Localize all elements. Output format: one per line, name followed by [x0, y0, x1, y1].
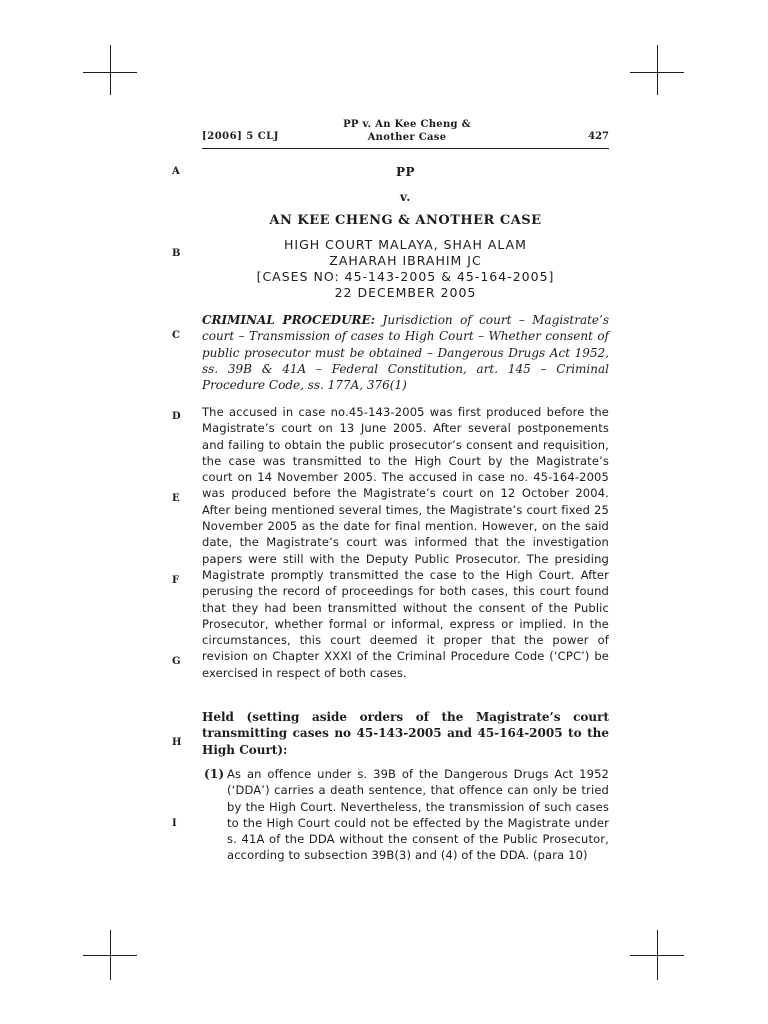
- catchwords-text: Jurisdiction of court – Magistrate’s court – Transmission of cases to High Court – Whether consent of public prosecutor must be obtained – Dangerous Drugs Act 1952, ss. 39B & 41A – Federal Constitution, art. 145 – Criminal Procedure Code, ss. 177A, 376(1): [202, 313, 609, 393]
- header-title: [307, 118, 507, 144]
- held-heading: Held (setting aside orders of the Magistrate’s court transmitting cases no 45-143-2005 and 45-164-2005 to the High Court):: [202, 710, 609, 757]
- header-title-line-1: PP v. An Kee Cheng &: [343, 119, 471, 130]
- party-1: PP: [395, 165, 416, 179]
- held-point-1: [202, 766, 609, 864]
- running-header: [202, 118, 609, 149]
- margin-letter-f: F: [172, 575, 180, 586]
- header-title-line-2: Another Case: [367, 132, 447, 143]
- case-summary: The accused in case no.45-143-2005 was first produced before the Magistrate’s court on 13 June 2005. After several postponements and failing to obtain the public prosecutor’s consent and requisition, the case was transmitted to the High Court by the Magistrate’s court on 14 November 2005. The accused in case no. 45-164-2005 was produced before the Magistrate’s court on 12 October 2004. After being mentioned several times, the Magistrate’s court fixed 25 November 2005 as the date for final mention. However, on the said date, the Magistrate’s court was informed that the investigation papers were still with the Deputy Public Prosecutor. The presiding Magistrate promptly transmitted the case to the High Court. After perusing the record of proceedings for both cases, this court found that they had been transmitted without the consent of the Public Prosecutor, whether formal or informal, express or implied. In the circumstances, this court deemed it proper that the power of revision on Chapter XXXI of the Criminal Procedure Code (‘CPC’) be exercised in respect of both cases.: [202, 405, 609, 680]
- margin-letter-i: I: [172, 818, 177, 829]
- party-2: AN KEE CHENG & ANOTHER CASE: [269, 213, 542, 228]
- versus: v.: [400, 190, 411, 204]
- held-point-number: (1): [204, 767, 225, 781]
- catchwords: [202, 312, 609, 393]
- margin-letter-a: A: [172, 166, 180, 177]
- header-citation: [2006] 5 CLJ: [202, 131, 279, 142]
- margin-letter-d: D: [172, 411, 181, 422]
- margin-letter-c: C: [172, 330, 180, 341]
- catchwords-label: CRIMINAL PROCEDURE:: [202, 313, 376, 327]
- margin-letter-b: B: [172, 248, 181, 259]
- held-point-text: As an offence under s. 39B of the Dangerous Drugs Act 1952 (‘DDA’) carries a death sentence, that offence can only be tried by the High Court. Nevertheless, the transmission of such cases to the High Court could not be effected by the Magistrate under s. 41A of the DDA without the consent of the Public Prosecutor, according to subsection 39B(3) and (4) of the DDA. (para 10): [227, 767, 609, 863]
- decision-date: 22 DECEMBER 2005: [334, 285, 477, 300]
- case-numbers: [CASES NO: 45-143-2005 & 45-164-2005]: [256, 269, 555, 284]
- margin-letter-h: H: [172, 737, 182, 748]
- judge-name: ZAHARAH IBRAHIM JC: [329, 253, 482, 268]
- margin-letter-g: G: [172, 656, 181, 667]
- margin-letter-e: E: [172, 493, 180, 504]
- court-name: HIGH COURT MALAYA, SHAH ALAM: [284, 237, 527, 252]
- header-page-number: 427: [588, 131, 609, 142]
